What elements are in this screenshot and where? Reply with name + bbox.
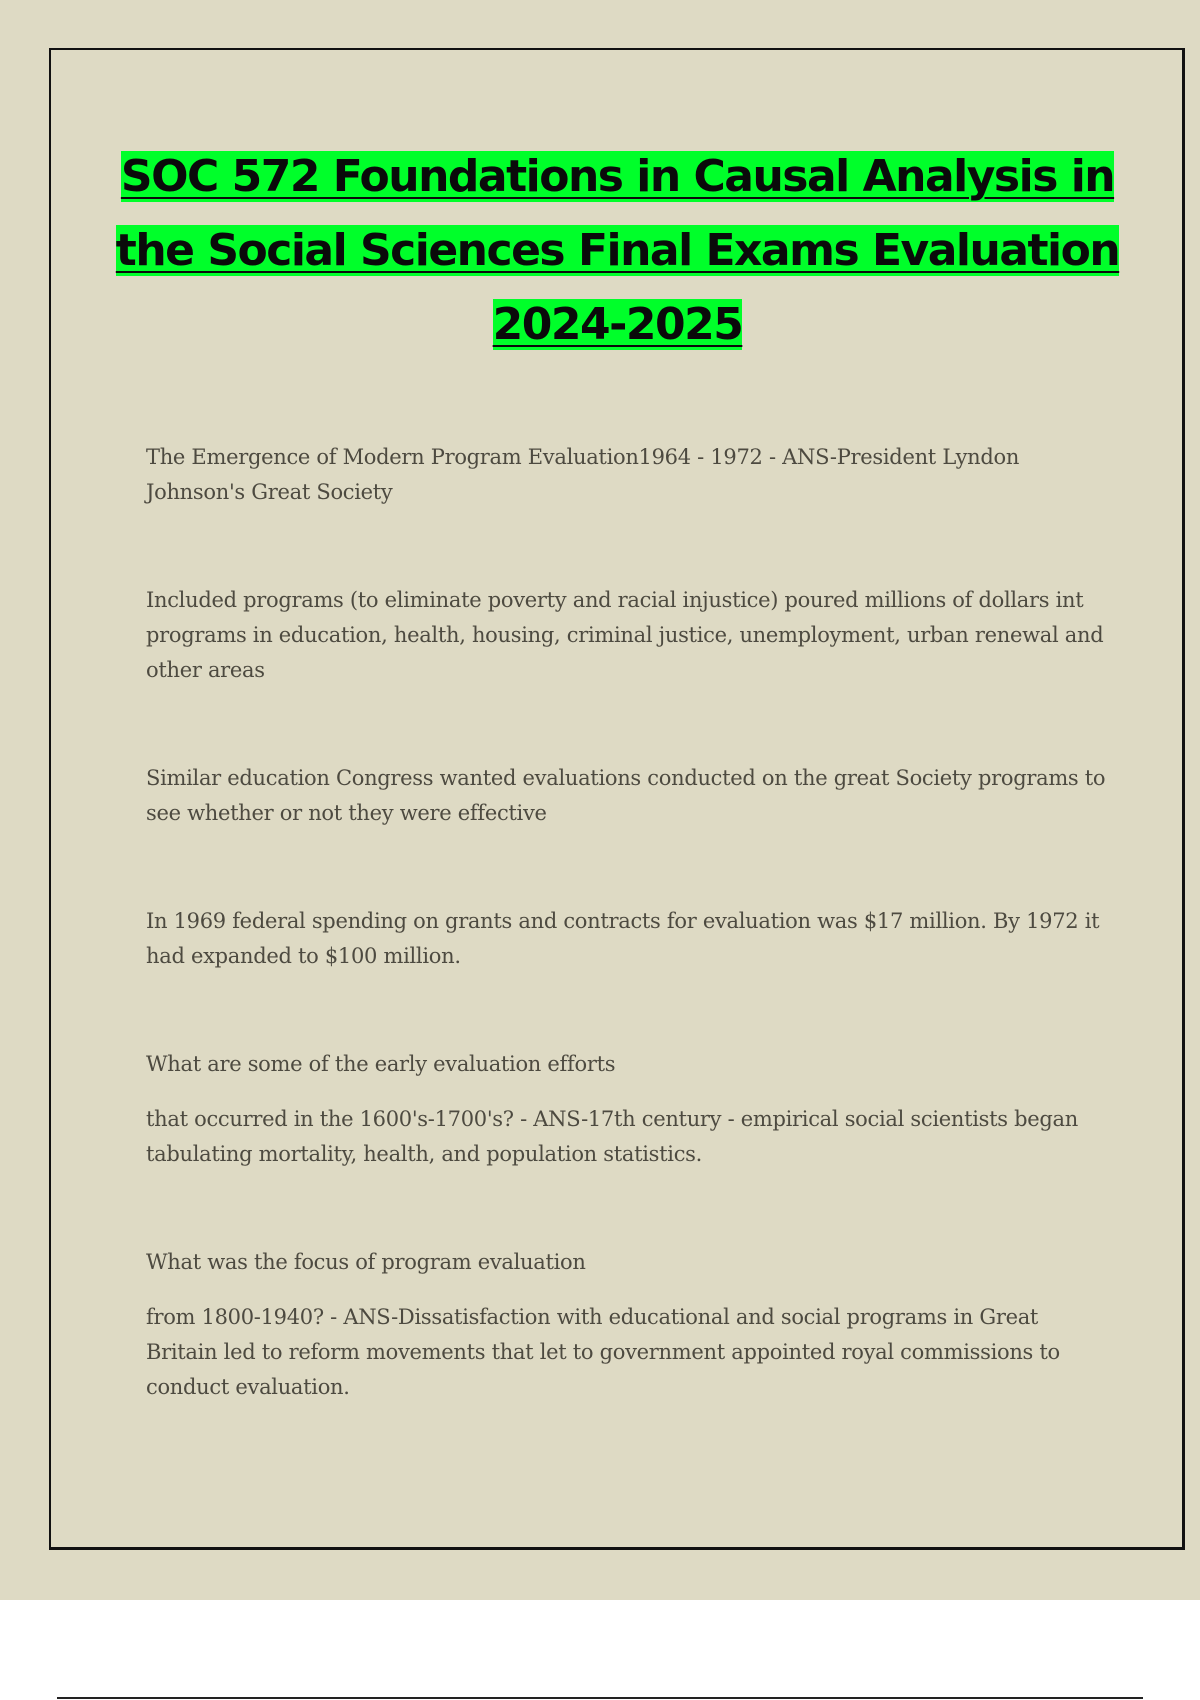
paragraph-congress-evaluations: Similar education Congress wanted evaluations conducted on the great Society programs to see whether or not they were effective <box>146 766 1106 825</box>
document-body <box>146 440 1106 1405</box>
question-early-efforts: What are some of the early evaluation efforts <box>146 1052 616 1076</box>
document-title <box>100 140 1135 362</box>
footer-rule <box>57 1697 1143 1699</box>
paragraph-included-programs: Included programs (to eliminate poverty and racial injustice) poured millions of dollars int programs in education, health, housing, criminal justice, unemployment, urban renewal and other areas <box>146 588 1104 682</box>
answer-program-focus: from 1800-1940? - ANS-Dissatisfaction with educational and social programs in Great Britain led to reform movements that let to government appointed royal commissions to conduct evaluation. <box>146 1305 1060 1399</box>
document-title-text: SOC 572 Foundations in Causal Analysis in the Social Sciences Final Exams Evaluation 2024-2025 <box>115 151 1120 350</box>
paragraph-great-society: The Emergence of Modern Program Evaluation1964 - 1972 - ANS-President Lyndon Johnson's Great Society <box>146 445 1020 504</box>
question-program-focus: What was the focus of program evaluation <box>146 1250 586 1274</box>
answer-early-efforts: that occurred in the 1600's-1700's? - ANS-17th century - empirical social scientists began tabulating mortality, health, and population statistics. <box>146 1107 1078 1166</box>
paragraph-federal-spending: In 1969 federal spending on grants and contracts for evaluation was $17 million. By 1972 it had expanded to $100 million. <box>146 909 1100 968</box>
